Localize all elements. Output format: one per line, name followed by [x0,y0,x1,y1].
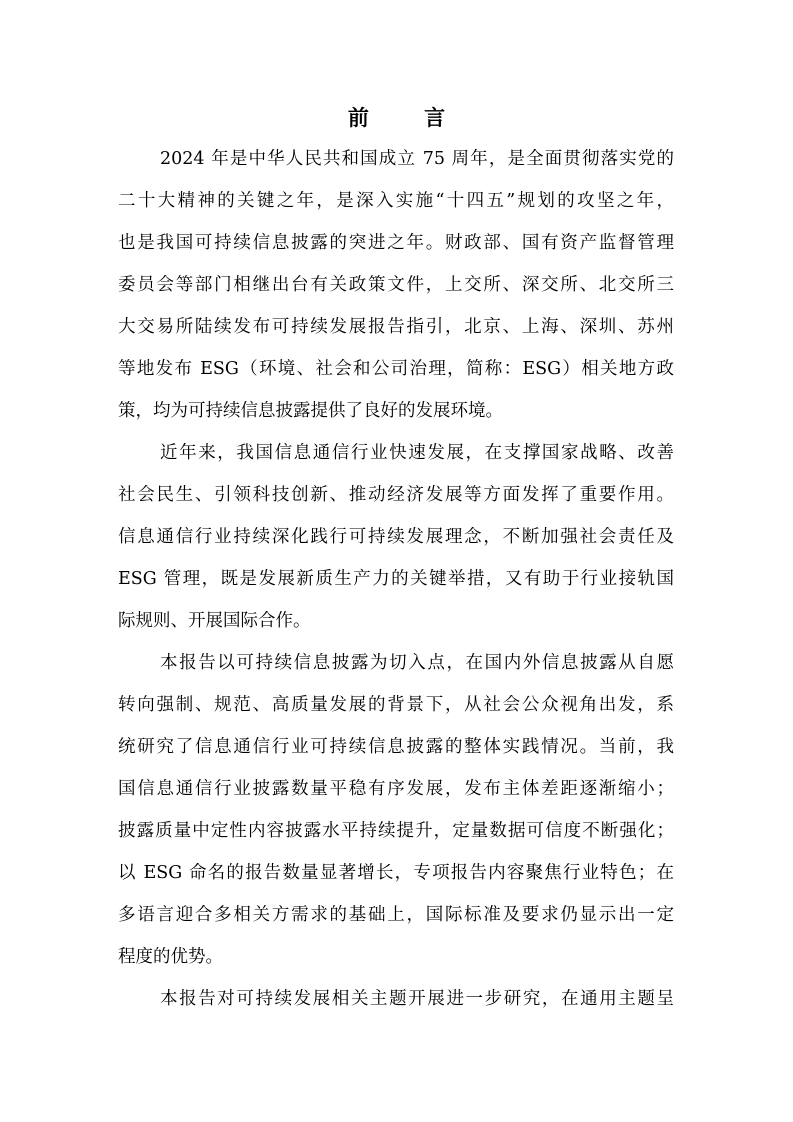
paragraph-line: 际规则、开展国际合作。 [118,611,311,631]
paragraph-line: 统研究了信息通信行业可持续信息披露的整体实践情况。当前，我 [118,737,674,757]
paragraph-line: ESG 管理，既是发展新质生产力的关键举措，又有助于行业接轨国 [118,569,674,589]
paragraph-line: 委员会等部门相继出台有关政策文件，上交所、深交所、北交所三 [118,275,674,295]
paragraph-line: 程度的优势。 [118,947,223,967]
paragraph-line: 大交易所陆续发布可持续发展报告指引，北京、上海、深圳、苏州 [118,317,674,337]
paragraph-line: 等地发布 ESG（环境、社会和公司治理，简称：ESG）相关地方政 [118,359,674,379]
paragraph-line: 2024 年是中华人民共和国成立 75 周年，是全面贯彻落实党的 [160,149,674,169]
paragraph-line: 以 ESG 命名的报告数量显著增长，专项报告内容聚焦行业特色；在 [118,863,674,883]
page-title: 前 言 [347,105,470,130]
paragraph-line: 国信息通信行业披露数量平稳有序发展，发布主体差距逐渐缩小； [118,779,674,799]
paragraph-line: 多语言迎合多相关方需求的基础上，国际标准及要求仍显示出一定 [118,905,674,925]
paragraph-line: 近年来，我国信息通信行业快速发展，在支撑国家战略、改善 [160,443,674,463]
paragraph-line: 本报告对可持续发展相关主题开展进一步研究，在通用主题呈 [160,989,674,1009]
paragraph-line: 也是我国可持续信息披露的突进之年。财政部、国有资产监督管理 [118,233,674,253]
paragraph-line: 本报告以可持续信息披露为切入点，在国内外信息披露从自愿 [160,653,674,673]
paragraph-line: 信息通信行业持续深化践行可持续发展理念，不断加强社会责任及 [118,527,674,547]
paragraph-line: 披露质量中定性内容披露水平持续提升，定量数据可信度不断强化； [118,821,674,841]
paragraph-line: 策，均为可持续信息披露提供了良好的发展环境。 [118,401,503,421]
paragraph-line: 二十大精神的关键之年，是深入实施“十四五”规划的攻坚之年， [118,191,674,211]
paragraph-line: 社会民生、引领科技创新、推动经济发展等方面发挥了重要作用。 [118,485,674,505]
paragraph-line: 转向强制、规范、高质量发展的背景下，从社会公众视角出发，系 [118,695,674,715]
